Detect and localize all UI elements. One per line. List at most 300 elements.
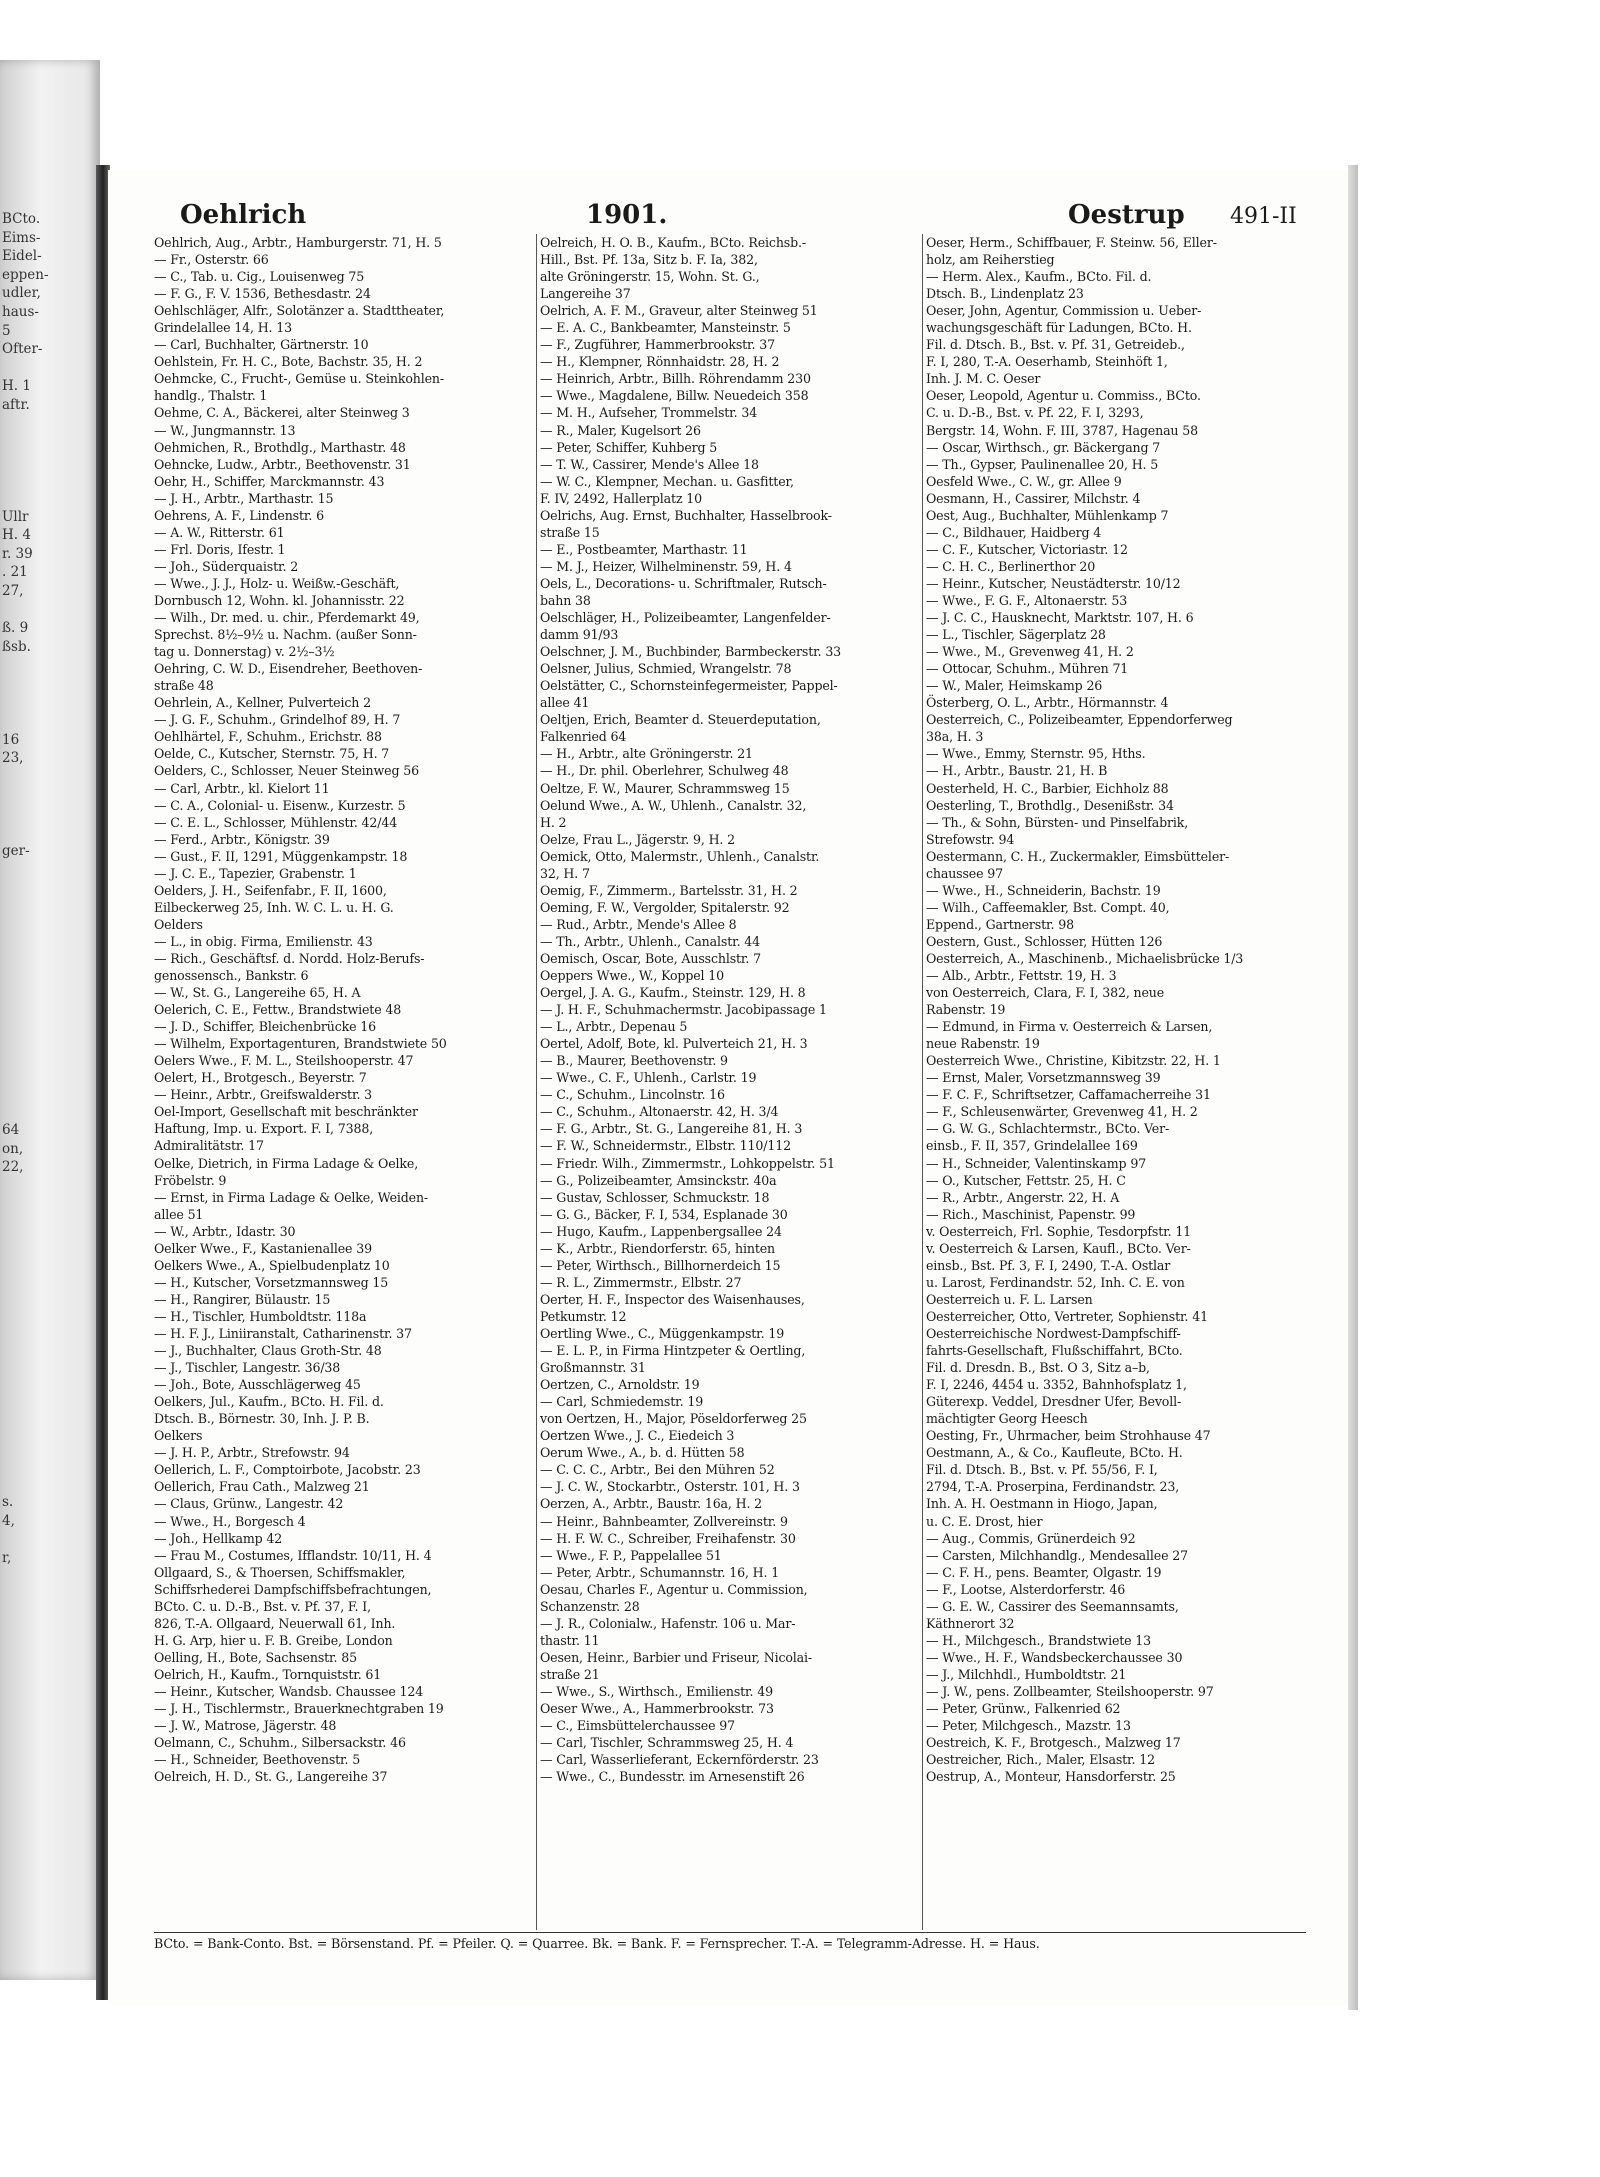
directory-entry-line: Oelrichs, Aug. Ernst, Buchhalter, Hasselbrook- [540,507,832,523]
directory-entry-line: Oertzen, C., Arnoldstr. 19 [540,1377,700,1393]
directory-entry-line: — Carl, Buchhalter, Gärtnerstr. 10 [154,337,369,353]
previous-page-fragment [2,359,92,378]
directory-entry-line: — Peter, Schiffer, Kuhberg 5 [540,439,718,455]
abbreviation-legend: BCto. = Bank-Conto. Bst. = Börsenstand. Pf. = Pfeiler. Q. = Quarree. Bk. = Bank. F. = Fernsprecher. T.-A. = Telegramm-Adresse. H. = Haus. [154,1936,1040,1951]
directory-entry-line: — H., Dr. phil. Oberlehrer, Schulweg 48 [540,763,789,779]
directory-entry-line: — Wwe., M., Grevenweg 41, H. 2 [926,644,1134,660]
directory-entry-line: — C. H. C., Berlinerthor 20 [926,558,1096,574]
directory-entry-line: — Th., Arbtr., Uhlenh., Canalstr. 44 [540,933,761,949]
directory-entry-line: Oelreich, H. D., St. G., Langereihe 37 [154,1769,388,1785]
directory-entry-line: Oehring, C. W. D., Eisendreher, Beethoven- [154,661,423,677]
previous-page-fragment: s. [2,1493,14,1510]
directory-entry-line: straße 15 [540,524,600,540]
directory-entry-line: straße 21 [540,1666,600,1682]
directory-entry-line: Oelschläger, H., Polizeibeamter, Langenfelder- [540,610,831,626]
directory-entry-line: — Edmund, in Firma v. Oesterreich & Larsen, [926,1019,1213,1035]
previous-page-fragment: Eidel- [2,248,42,265]
directory-entry-line: Oellerich, Frau Cath., Malzweg 21 [154,1479,370,1495]
directory-page [108,170,1348,2005]
directory-entry-line: — Rich., Geschäftsf. d. Nordd. Holz-Berufs- [154,950,425,966]
directory-column-2 [540,234,920,1785]
directory-entry-line: — F. W., Schneidermstr., Elbstr. 110/112 [540,1138,791,1154]
directory-entry-line: — Wwe., J. J., Holz- u. Weißw.-Geschäft, [154,575,400,591]
directory-entry-line: — Joh., Bote, Ausschlägerweg 45 [154,1377,361,1393]
previous-page-fragment: udler, [2,285,41,302]
directory-entry-line: — Th., & Sohn, Bürsten- und Pinselfabrik, [926,814,1189,830]
directory-entry-line: Fil. d. Dresdn. B., Bst. O 3, Sitz a–b, [926,1360,1150,1376]
directory-entry-line: von Oesterreich, Clara, F. I, 382, neue [926,985,1165,1001]
directory-entry-line: Oelders, C., Schlosser, Neuer Steinweg 56 [154,763,419,779]
directory-entry-line: — Frl. Doris, Ifestr. 1 [154,541,286,557]
directory-entry-line: — M. H., Aufseher, Trommelstr. 34 [540,405,758,421]
directory-entry-line: — W. C., Klempner, Mechan. u. Gasfitter, [540,473,794,489]
directory-entry-line: — Joh., Süderquaistr. 2 [154,558,299,574]
directory-entry-line: — Herm. Alex., Kaufm., BCto. Fil. d. [926,269,1152,285]
directory-entry-line: — H., Milchgesch., Brandstwiete 13 [926,1632,1152,1648]
directory-entry-line: — C., Bildhauer, Haidberg 4 [926,524,1102,540]
directory-entry-line: — Wwe., Magdalene, Billw. Neuedeich 358 [540,388,809,404]
directory-entry-line: — T. W., Cassirer, Mende's Allee 18 [540,456,759,472]
previous-page-fragment [2,1214,92,1233]
previous-page-fragment: 27, [2,582,24,599]
previous-page-fragment: Ofter- [2,341,43,358]
directory-entry-line: — H., Klempner, Rönnhaidstr. 28, H. 2 [540,354,780,370]
directory-entry-line: — H., Schneider, Valentinskamp 97 [926,1155,1147,1171]
directory-entry-line: Langereihe 37 [540,286,631,302]
directory-entry-line: — W., Jungmannstr. 13 [154,422,296,438]
directory-entry-line: — Hugo, Kaufm., Lappenbergsallee 24 [540,1223,782,1239]
directory-entry-line: Oehrens, A. F., Lindenstr. 6 [154,507,324,523]
directory-entry-line: chaussee 97 [926,865,1003,881]
directory-entry-line: Haftung, Imp. u. Export. F. I, 7388, [154,1121,374,1137]
directory-entry-line: — L., Tischler, Sägerplatz 28 [926,627,1106,643]
directory-entry-line: handlg., Thalstr. 1 [154,388,268,404]
directory-entry-line: fahrts-Gesellschaft, Flußschiffahrt, BCto. [926,1343,1183,1359]
previous-page-fragment: 4, [2,1512,15,1529]
directory-entry-line: — C. A., Colonial- u. Eisenw., Kurzestr. 5 [154,797,406,813]
previous-page-fragment [2,1363,92,1382]
previous-page-fragment [2,1010,92,1029]
directory-entry-line: Oestrup, A., Monteur, Hansdorferstr. 25 [926,1769,1176,1785]
directory-entry-line: Oelstätter, C., Schornsteinfegermeister, Pappel- [540,678,838,694]
directory-entry-line: Oestreicher, Rich., Maler, Elsastr. 12 [926,1752,1155,1768]
directory-entry-line: Oemisch, Oscar, Bote, Ausschlstr. 7 [540,950,761,966]
directory-entry-line: — Carsten, Milchhandlg., Mendesallee 27 [926,1547,1188,1563]
directory-entry-line: Oehlschläger, Alfr., Solotänzer a. Stadttheater, [154,303,445,319]
column-divider [922,234,923,1930]
directory-entry-line: — Joh., Hellkamp 42 [154,1530,283,1546]
directory-entry-line: 38a, H. 3 [926,729,984,745]
directory-entry-line: Oesterheld, H. C., Barbier, Eichholz 88 [926,780,1169,796]
running-head-year: 1901. [586,200,668,230]
directory-entry-line: Inh. A. H. Oestmann in Hiogo, Japan, [926,1496,1158,1512]
previous-page-fragment [2,861,92,880]
directory-entry-line: Oeming, F. W., Vergolder, Spitalerstr. 92 [540,899,790,915]
directory-entry-line: einsb., Bst. Pf. 3, F. I, 2490, T.-A. Ostlar [926,1257,1171,1273]
directory-entry-line: Oemig, F., Zimmerm., Bartelsstr. 31, H. 2 [540,882,798,898]
directory-entry-line: 32, H. 7 [540,865,590,881]
directory-entry-line: H. G. Arp, hier u. F. B. Greibe, London [154,1632,393,1648]
directory-entry-line: Dtsch. B., Börnestr. 30, Inh. J. P. B. [154,1411,370,1427]
directory-entry-line: — G. E. W., Cassirer des Seemannsamts, [926,1598,1179,1614]
directory-entry-line: — Rich., Maschinist, Papenstr. 99 [926,1206,1136,1222]
previous-page-fragment [2,824,92,843]
previous-page-fragment [2,768,92,787]
directory-entry-line: Oelund Wwe., A. W., Uhlenh., Canalstr. 32, [540,797,807,813]
directory-entry-line: Oesfeld Wwe., C. W., gr. Allee 9 [926,473,1122,489]
directory-entry-line: — Ernst, Maler, Vorsetzmannsweg 39 [926,1070,1161,1086]
column-divider [536,234,537,1930]
directory-entry-line: straße 48 [154,678,214,694]
directory-entry-line: — J. W., Matrose, Jägerstr. 48 [154,1718,337,1734]
previous-page-fragment: H. 4 [2,527,31,544]
previous-page-fragment [2,972,92,991]
previous-page-fragment: eppen- [2,266,49,283]
directory-entry-line: Oelde, C., Kutscher, Sternstr. 75, H. 7 [154,746,390,762]
previous-page-fragment [2,675,92,694]
directory-entry-line: Oelders, J. H., Seifenfabr., F. II, 1600, [154,882,387,898]
directory-entry-line: — H., Tischler, Humboldtstr. 118a [154,1308,367,1324]
directory-entry-line: Oehmichen, R., Brothdlg., Marthastr. 48 [154,439,406,455]
directory-entry-line: Oeltjen, Erich, Beamter d. Steuerdeputation, [540,712,821,728]
running-head-left: Oehlrich [180,200,307,230]
directory-entry-line: Oerter, H. F., Inspector des Waisenhauses, [540,1291,805,1307]
directory-entry-line: thastr. 11 [540,1632,600,1648]
directory-entry-line: — F., Schleusenwärter, Grevenweg 41, H. 2 [926,1104,1198,1120]
previous-page-fragment [2,1419,92,1438]
directory-entry-line: C. u. D.-B., Bst. v. Pf. 22, F. I, 3293, [926,405,1144,421]
directory-entry-line: — F. C. F., Schriftsetzer, Caffamacherreihe 31 [926,1087,1211,1103]
previous-page-fragment [2,1400,92,1419]
directory-entry-line: Oehlrich, Aug., Arbtr., Hamburgerstr. 71, H. 5 [154,235,442,250]
directory-entry-line: allee 41 [540,695,590,711]
previous-page-fragments [2,210,92,1586]
previous-page-fragment: 22, [2,1159,24,1176]
directory-entry-line: — Aug., Commis, Grünerdeich 92 [926,1530,1136,1546]
directory-entry-line: Ollgaard, S., & Thoersen, Schiffsmakler, [154,1564,406,1580]
directory-entry-line: Oelkers [154,1428,203,1444]
directory-entry-line: Oelkers, Jul., Kaufm., BCto. H. Fil. d. [154,1394,384,1410]
directory-entry-line: — Wwe., H. F., Wandsbeckerchaussee 30 [926,1649,1183,1665]
directory-entry-line: — J. C. C., Hausknecht, Marktstr. 107, H. 6 [926,610,1194,626]
directory-entry-line: Bergstr. 14, Wohn. F. III, 3787, Hagenau 58 [926,422,1198,438]
directory-entry-line: — C. C. C., Arbtr., Bei den Mühren 52 [540,1462,775,1478]
directory-entry-line: Oesterling, T., Brothdlg., Desenißstr. 34 [926,797,1174,813]
directory-entry-line: Oesting, Fr., Uhrmacher, beim Strohhause 47 [926,1428,1211,1444]
directory-entry-line: Oelze, Frau L., Jägerstr. 9, H. 2 [540,831,735,847]
directory-entry-line: Oesmann, H., Cassirer, Milchstr. 4 [926,490,1141,506]
directory-entry-line: — G. G., Bäcker, F. I, 534, Esplanade 30 [540,1206,788,1222]
directory-entry-line: — H. F. J., Liniiranstalt, Catharinenstr. 37 [154,1326,412,1341]
previous-page-fragment: ger- [2,843,30,860]
directory-entry-line: — W., St. G., Langereihe 65, H. A [154,985,361,1001]
directory-entry-line: Oelsner, Julius, Schmied, Wrangelstr. 78 [540,661,792,677]
directory-entry-line: — J. G. F., Schuhm., Grindelhof 89, H. 7 [154,712,401,728]
previous-page-fragment [2,693,92,712]
directory-entry-line: — Oscar, Wirthsch., gr. Bäckergang 7 [926,439,1161,455]
previous-page-fragment [2,879,92,898]
directory-entry-line: — J., Buchhalter, Claus Groth-Str. 48 [154,1343,382,1359]
directory-entry-line: — Heinr., Bahnbeamter, Zollvereinstr. 9 [540,1513,788,1529]
directory-entry-line: — W., Maler, Heimskamp 26 [926,678,1103,694]
directory-entry-line: — E., Postbeamter, Marthastr. 11 [540,541,748,557]
previous-page-fragment [2,1028,92,1047]
directory-entry-line: F. I, 2246, 4454 u. 3352, Bahnhofsplatz 1, [926,1377,1187,1393]
directory-entry-line: Oelke, Dietrich, in Firma Ladage & Oelke, [154,1155,419,1171]
directory-entry-line: — Heinrich, Arbtr., Billh. Röhrendamm 230 [540,371,811,387]
previous-page-fragment [2,786,92,805]
previous-page-fragment [2,1251,92,1270]
directory-entry-line: 2794, T.-A. Proserpina, Ferdinandstr. 23, [926,1479,1180,1495]
directory-entry-line: — W., Arbtr., Idastr. 30 [154,1223,296,1239]
directory-entry-line: Oelling, H., Bote, Sachsenstr. 85 [154,1649,357,1665]
directory-entry-line: — R., Arbtr., Angerstr. 22, H. A [926,1189,1120,1205]
directory-entry-line: — Heinr., Kutscher, Neustädterstr. 10/12 [926,575,1181,591]
directory-entry-line: tag u. Donnerstag) v. 2½–3½ [154,644,335,660]
directory-entry-line: Oestermann, C. H., Zuckermakler, Eimsbütteler- [926,848,1230,864]
directory-entry-line: — J. H. P., Arbtr., Strefowstr. 94 [154,1445,350,1461]
directory-entry-line: Oeppers Wwe., W., Koppel 10 [540,968,725,984]
previous-page-fragment [2,1530,92,1549]
directory-entry-line: — Wwe., F. P., Pappelallee 51 [540,1547,722,1563]
previous-page-fragment [2,805,92,824]
directory-entry-line: Oelers Wwe., F. M. L., Steilshooperstr. 47 [154,1053,414,1069]
directory-entry-line: — Friedr. Wilh., Zimmermstr., Lohkoppelstr. 51 [540,1155,835,1171]
directory-entry-line: Oesau, Charles F., Agentur u. Commission, [540,1581,808,1597]
directory-entry-line: — Ernst, in Firma Ladage & Oelke, Weiden- [154,1189,429,1205]
previous-page-fragment: 23, [2,750,24,767]
directory-entry-line: Oehme, C. A., Bäckerei, alter Steinweg 3 [154,405,410,421]
directory-entry-line: — Wwe., H., Schneiderin, Bachstr. 19 [926,882,1161,898]
previous-page-fragment [2,1326,92,1345]
directory-entry-line: — Peter, Milchgesch., Mazstr. 13 [926,1718,1131,1734]
directory-entry-line: — J. H., Arbtr., Marthastr. 15 [154,490,334,506]
directory-entry-line: Fröbelstr. 9 [154,1172,227,1188]
directory-entry-line: — M. J., Heizer, Wilhelminenstr. 59, H. 4 [540,558,792,574]
directory-entry-line: — Wilh., Caffeemakler, Bst. Compt. 40, [926,899,1170,915]
directory-entry-line: Oelreich, H. O. B., Kaufm., BCto. Reichsb.- [540,235,806,250]
previous-page-fragment [2,1307,92,1326]
directory-entry-line: Oeltze, F. W., Maurer, Schrammsweg 15 [540,780,790,796]
previous-page-fragment [2,470,92,489]
directory-entry-line: u. C. E. Drost, hier [926,1513,1043,1529]
directory-entry-line: — Peter, Grünw., Falkenried 62 [926,1701,1121,1717]
directory-entry-line: Oesterreich, A., Maschinenb., Michaelisbrücke 1/3 [926,950,1244,966]
directory-entry-line: Oehlstein, Fr. H. C., Bote, Bachstr. 35, H. 2 [154,354,423,370]
directory-entry-line: Oelerich, C. E., Fettw., Brandstwiete 48 [154,1002,402,1018]
directory-entry-line: — C. F. H., pens. Beamter, Olgastr. 19 [926,1564,1162,1580]
directory-entry-line: — Rud., Arbtr., Mende's Allee 8 [540,916,737,932]
directory-entry-line: Oerum Wwe., A., b. d. Hütten 58 [540,1445,745,1461]
directory-entry-line: Falkenried 64 [540,729,627,745]
directory-entry-line: holz, am Reiherstieg [926,252,1055,268]
directory-entry-line: — Carl, Arbtr., kl. Kielort 11 [154,780,330,796]
previous-page-fragment [2,1233,92,1252]
previous-page-fragment: aftr. [2,396,30,413]
directory-entry-line: Oestmann, A., & Co., Kaufleute, BCto. H. [926,1445,1183,1461]
directory-entry-line: — L., in obig. Firma, Emilienstr. 43 [154,933,373,949]
directory-entry-line: Petkumstr. 12 [540,1308,627,1324]
previous-page-fragment [2,1103,92,1122]
directory-entry-line: Schanzenstr. 28 [540,1598,640,1614]
previous-page-fragment [2,1344,92,1363]
previous-page-fragment [2,1047,92,1066]
directory-entry-line: u. Larost, Ferdinandstr. 52, Inh. C. E. von [926,1274,1185,1290]
directory-entry-line: genossensch., Bankstr. 6 [154,968,309,984]
directory-entry-line: — O., Kutscher, Fettstr. 25, H. C [926,1172,1126,1188]
directory-entry-line: F. IV, 2492, Hallerplatz 10 [540,490,703,506]
directory-entry-line: F. I, 280, T.-A. Oeserhamb, Steinhöft 1, [926,354,1168,370]
directory-entry-line: — R., Maler, Kugelsort 26 [540,422,701,438]
directory-entry-line: — B., Maurer, Beethovenstr. 9 [540,1053,728,1069]
previous-page-fragment [2,452,92,471]
directory-column-1 [154,234,534,1785]
directory-entry-line: Oel-Import, Gesellschaft mit beschränkter [154,1104,418,1120]
previous-page-fragment [2,1381,92,1400]
directory-entry-line: Fil. d. Dtsch. B., Bst. v. Pf. 31, Getreideb., [926,337,1185,353]
directory-entry-line: Oels, L., Decorations- u. Schriftmaler, Rutsch- [540,575,827,591]
directory-entry-line: Österberg, O. L., Arbtr., Hörmannstr. 4 [926,695,1169,711]
directory-entry-line: — Wilh., Dr. med. u. chir., Pferdemarkt 49, [154,610,420,626]
directory-entry-line: Großmannstr. 31 [540,1360,646,1376]
previous-page-fragment: r. 39 [2,545,33,562]
directory-entry-line: Admiralitätstr. 17 [154,1138,264,1154]
previous-page-fragment [2,1084,92,1103]
directory-entry-line: — Carl, Tischler, Schrammsweg 25, H. 4 [540,1735,794,1751]
directory-entry-line: — Claus, Grünw., Langestr. 42 [154,1496,344,1512]
directory-entry-line: — J. W., pens. Zollbeamter, Steilshooperstr. 97 [926,1683,1214,1699]
directory-entry-line: — Th., Gypser, Paulinenallee 20, H. 5 [926,456,1159,472]
directory-entry-line: Dornbusch 12, Wohn. kl. Johannisstr. 22 [154,592,405,608]
previous-page-fragment [2,1195,92,1214]
previous-page-fragment [2,991,92,1010]
directory-entry-line: — A. W., Ritterstr. 61 [154,524,285,540]
previous-page-fragment: r, [2,1549,12,1566]
directory-entry-line: — Gust., F. II, 1291, Müggenkampstr. 18 [154,848,408,864]
directory-entry-line: Güterexp. Veddel, Dresdner Ufer, Bevoll- [926,1394,1182,1410]
directory-entry-line: Oehrlein, A., Kellner, Pulverteich 2 [154,695,371,711]
directory-entry-line: — Ferd., Arbtr., Königstr. 39 [154,831,330,847]
directory-entry-line: — H., Schneider, Beethovenstr. 5 [154,1752,361,1768]
previous-page-fragment [2,415,92,434]
directory-entry-line: Oelschner, J. M., Buchbinder, Barmbeckerstr. 33 [540,644,842,660]
previous-page-fragment [2,433,92,452]
previous-page-fragment [2,954,92,973]
directory-entry-line: Oesterreichische Nordwest-Dampfschiff- [926,1326,1181,1341]
previous-page-fragment: ß. 9 [2,620,29,637]
directory-entry-line: alte Gröningerstr. 15, Wohn. St. G., [540,269,760,285]
directory-entry-line: — Wwe., C. F., Uhlenh., Carlstr. 19 [540,1070,757,1086]
directory-entry-line: — J. H., Tischlermstr., Brauerknechtgraben 19 [154,1701,444,1717]
directory-entry-line: Oertel, Adolf, Bote, kl. Pulverteich 21, H. 3 [540,1036,808,1052]
directory-entry-line: Sprechst. 8½–9½ u. Nachm. (außer Sonn- [154,627,417,643]
directory-entry-line: Oeser, Leopold, Agentur u. Commiss., BCto. [926,388,1201,404]
directory-entry-line: Oelkers Wwe., A., Spielbudenplatz 10 [154,1257,390,1273]
directory-entry-line: — G. W. G., Schlachtermstr., BCto. Ver- [926,1121,1170,1137]
previous-page-fragment: haus- [2,303,39,320]
directory-entry-line: — C., Eimsbüttelerchaussee 97 [540,1718,735,1734]
previous-page-fragment [2,600,92,619]
directory-entry-line: Oemick, Otto, Malermstr., Uhlenh., Canalstr. [540,848,820,864]
directory-entry-line: — C. F., Kutscher, Victoriastr. 12 [926,541,1128,557]
directory-entry-line: — C., Tab. u. Cig., Louisenweg 75 [154,269,365,285]
directory-entry-line: — Wwe., C., Bundesstr. im Arnesenstift 26 [540,1769,805,1785]
previous-page-fragment: 5 [2,322,11,339]
directory-entry-line: allee 51 [154,1206,204,1222]
directory-entry-line: — H., Rangirer, Bülaustr. 15 [154,1291,331,1307]
directory-entry-line: — C. E. L., Schlosser, Mühlenstr. 42/44 [154,814,398,830]
previous-page-fragment: Eims- [2,229,41,246]
directory-entry-line: Inh. J. M. C. Oeser [926,371,1041,387]
directory-entry-line: — Fr., Osterstr. 66 [154,252,269,268]
directory-entry-line: — C., Schuhm., Altonaerstr. 42, H. 3/4 [540,1104,779,1120]
directory-entry-line: Oehr, H., Schiffer, Marckmannstr. 43 [154,473,385,489]
previous-page-fragment: BCto. [2,211,41,227]
directory-entry-line: Oeser, Herm., Schiffbauer, F. Steinw. 56, Eller- [926,235,1217,250]
previous-page-fragment [2,935,92,954]
directory-entry-line: Oehmcke, C., Frucht-, Gemüse u. Steinkohlen- [154,371,444,387]
previous-page-fragment [2,656,92,675]
directory-entry-line: Oelker Wwe., F., Kastanienallee 39 [154,1240,372,1256]
directory-entry-line: Fil. d. Dtsch. B., Bst. v. Pf. 55/56, F. I, [926,1462,1158,1478]
directory-entry-line: — J. C. E., Tapezier, Grabenstr. 1 [154,865,357,881]
running-head-right: Oestrup [1068,200,1185,230]
directory-entry-line: — F., Zugführer, Hammerbrookstr. 37 [540,337,775,353]
directory-entry-line: Oerzen, A., Arbtr., Baustr. 16a, H. 2 [540,1496,763,1512]
directory-entry-line: — J. D., Schiffer, Bleichenbrücke 16 [154,1019,377,1035]
directory-entry-line: — Wwe., F. G. F., Altonaerstr. 53 [926,592,1128,608]
directory-entry-line: — H., Arbtr., alte Gröningerstr. 21 [540,746,753,762]
directory-entry-line: Oellerich, L. F., Comptoirbote, Jacobstr. 23 [154,1462,421,1478]
directory-entry-line: v. Oesterreich, Frl. Sophie, Tesdorpfstr. 11 [926,1223,1192,1239]
previous-page-fragment [2,1177,92,1196]
previous-page-fragment [2,1288,92,1307]
directory-entry-line: Dtsch. B., Lindenplatz 23 [926,286,1084,302]
directory-entry-line: v. Oesterreich & Larsen, Kaufl., BCto. Ver- [926,1240,1191,1256]
directory-entry-line: — C., Schuhm., Lincolnstr. 16 [540,1087,725,1103]
directory-entry-line: Oelmann, C., Schuhm., Silbersackstr. 46 [154,1735,406,1751]
directory-entry-line: Oesterreich, C., Polizeibeamter, Eppendorferweg [926,712,1233,728]
directory-entry-line: Oertling Wwe., C., Müggenkampstr. 19 [540,1326,785,1341]
directory-entry-line: — J., Tischler, Langestr. 36/38 [154,1360,341,1376]
directory-entry-line: Schiffsrhederei Dampfschiffsbefrachtungen, [154,1581,432,1597]
directory-entry-line: — L., Arbtr., Depenau 5 [540,1019,688,1035]
directory-entry-line: Oestern, Gust., Schlosser, Hütten 126 [926,933,1163,949]
directory-entry-line: Oesterreich Wwe., Christine, Kibitzstr. 22, H. 1 [926,1053,1221,1069]
directory-entry-line: Eilbeckerweg 25, Inh. W. C. L. u. H. G. [154,899,394,915]
directory-entry-line: Oelders [154,916,203,932]
directory-entry-line: — Heinr., Kutscher, Wandsb. Chaussee 124 [154,1683,424,1699]
directory-entry-line: — H., Kutscher, Vorsetzmannsweg 15 [154,1274,389,1290]
page-number: 491-II [1230,204,1297,229]
directory-entry-line: 826, T.-A. Ollgaard, Neuerwall 61, Inh. [154,1615,396,1631]
directory-entry-line: — R. L., Zimmermstr., Elbstr. 27 [540,1274,742,1290]
directory-entry-line: Oertzen Wwe., J. C., Eiedeich 3 [540,1428,735,1444]
directory-entry-line: Oesterreich u. F. L. Larsen [926,1291,1093,1307]
directory-entry-line: — F. G., F. V. 1536, Bethesdastr. 24 [154,286,371,302]
directory-entry-line: — Alb., Arbtr., Fettstr. 19, H. 3 [926,968,1117,984]
directory-entry-line: Eppend., Gartnerstr. 98 [926,916,1074,932]
previous-page-fragment: H. 1 [2,378,31,395]
directory-entry-line: wachungsgeschäft für Ladungen, BCto. H. [926,320,1192,336]
directory-entry-line: — Frau M., Costumes, Ifflandstr. 10/11, H. 4 [154,1547,432,1563]
directory-entry-line: — Wilhelm, Exportagenturen, Brandstwiete 50 [154,1036,447,1052]
previous-page-fragment: Ullr [2,508,29,525]
directory-entry-line: Hill., Bst. Pf. 13a, Sitz b. F. Ia, 382, [540,252,758,268]
directory-entry-line: Oergel, J. A. G., Kaufm., Steinstr. 129, H. 8 [540,985,806,1001]
directory-entry-line: Oestreich, K. F., Brotgesch., Malzweg 17 [926,1735,1181,1751]
directory-entry-line: — J. C. W., Stockarbtr., Osterstr. 101, H. 3 [540,1479,800,1495]
